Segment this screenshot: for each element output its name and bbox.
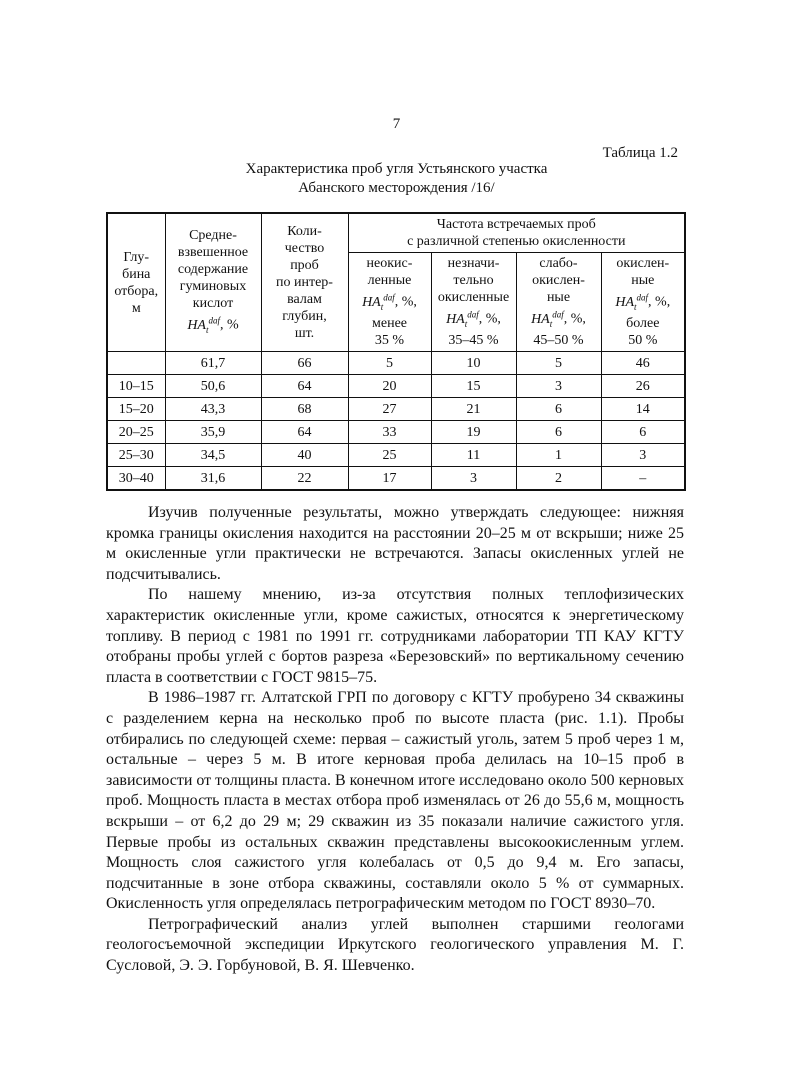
table-cell: 19 — [431, 421, 516, 444]
formula-sub: t — [464, 318, 468, 329]
header-humic-acids — [165, 213, 261, 352]
table-cell: 1 — [516, 444, 601, 467]
table-cell: 66 — [261, 352, 348, 375]
subheader-tail: 35–45 % — [448, 333, 499, 349]
header-count-line: Коли- — [287, 224, 322, 240]
subheader-line: слабо- — [539, 256, 578, 271]
header-humic-line: гуминовых — [179, 279, 247, 294]
formula — [187, 315, 221, 335]
formula-sub: t — [380, 301, 384, 312]
subheader-unit: , %, — [478, 311, 501, 327]
table-cell: 40 — [261, 444, 348, 467]
header-frequency-group — [348, 213, 685, 253]
header-depth-line: бина — [122, 266, 151, 282]
table-cell: 31,6 — [165, 467, 261, 491]
subheader-line: окисленные — [437, 290, 510, 305]
table-cell: 6 — [516, 421, 601, 444]
subheader-tail: более — [626, 316, 660, 332]
page-number: 7 — [392, 116, 401, 132]
formula-sub: t — [549, 318, 553, 329]
table-cell: 2 — [516, 467, 601, 491]
paragraph: Изучив полученные результаты, можно утверждать следующее: нижняя кромка границы окисления находится на расстоянии 20–25 м от вскрыши; ниже 25 м окисленные угли практически не встречаются. Запасы окисленных углей не подсчитывались. — [106, 504, 684, 583]
table-cell: 5 — [348, 352, 431, 375]
table-cell: 21 — [431, 398, 516, 421]
coal-samples-table — [106, 212, 686, 491]
header-humic-line: Средне- — [189, 228, 237, 243]
header-count-line: шт. — [294, 326, 315, 342]
header-sample-count — [261, 213, 348, 352]
formula — [531, 309, 564, 329]
table-cell: 68 — [261, 398, 348, 421]
subheader-line: ленные — [367, 273, 412, 288]
table-row — [107, 467, 685, 491]
formula-sup: daf — [208, 315, 221, 325]
formula-base: HA — [446, 311, 465, 327]
header-depth-line: м — [131, 300, 141, 316]
table-cell: 5 — [516, 352, 601, 375]
table-cell: 43,3 — [165, 398, 261, 421]
table-cell: – — [601, 467, 685, 491]
table-cell: 25 — [348, 444, 431, 467]
formula-sup: daf — [636, 292, 649, 302]
table-cell: 33 — [348, 421, 431, 444]
subheader-line: окислен- — [616, 256, 670, 271]
formula-base: HA — [531, 311, 550, 327]
table-cell: 30–40 — [107, 467, 165, 491]
table-cell: 11 — [431, 444, 516, 467]
paragraph: В 1986–1987 гг. Алтатской ГРП по договору с КГТУ пробурено 34 скважины с разделением керна на несколько проб по высоте пласта (рис. 1.1). Пробы отбирались по следующей схеме: первая – сажистый уголь, затем 5 проб через 1 м, остальные – через 5 м. В итоге керновая проба делилась на 10–15 проб в зависимости от толщины пласта. В конечном итоге исследовано около 500 керновых проб. Мощность пласта в местах отбора проб изменялась от 26 до 55,6 м, мощность вскрыши – от 6,2 до 29 м; 29 скважин из 35 показали наличие сажистого угля. Первые пробы из остальных скважин представлены высокоокисленным углем. Мощность слоя сажистого угля колебалась от 0,5 до 9,4 м. Его запасы, подсчитанные в зоне отбора скважины, составляли около 5 % от суммарных. Окисленность угля определялась петрографическим методом по ГОСТ 8930–70. — [106, 689, 684, 913]
table-cell: 20 — [348, 375, 431, 398]
table-row — [107, 352, 685, 375]
subheader-formula-line — [604, 289, 683, 315]
table-cell: 20–25 — [107, 421, 165, 444]
subheader-line: неокис- — [366, 256, 413, 271]
header-humic-line: взвешенное — [177, 245, 249, 260]
table-caption-line-2: Абанского месторождения /16/ — [298, 180, 495, 196]
subheader-unit: , %, — [394, 294, 417, 310]
subheader-line: незначи- — [447, 256, 500, 271]
subheader-unit: , %, — [648, 294, 671, 310]
header-humic-formula-line — [168, 312, 259, 338]
subheader-line: ные — [546, 290, 571, 305]
paragraph: Петрографический анализ углей выполнен старшими геологами геологосъемочной экспедиции Иркутского геологического управления М. Г. Сусловой, Э. Э. Горбуновой, В. Я. Шевченко. — [106, 915, 684, 975]
body-text — [106, 503, 684, 977]
header-frequency-line: с различной степенью окисленности — [407, 234, 626, 249]
subheader-line: окислен- — [532, 273, 585, 288]
table-cell: 34,5 — [165, 444, 261, 467]
table-cell: 6 — [516, 398, 601, 421]
table-cell: 3 — [516, 375, 601, 398]
table-caption-line-1: Характеристика проб угля Устьянского участка — [245, 161, 548, 177]
table-cell: 14 — [601, 398, 685, 421]
subheader-formula-line — [434, 306, 514, 332]
header-weakly-oxidized — [516, 253, 601, 352]
table-cell — [107, 352, 165, 375]
table-cell: 50,6 — [165, 375, 261, 398]
table-cell: 22 — [261, 467, 348, 491]
header-count-line: чество — [284, 241, 325, 257]
formula — [362, 292, 395, 312]
subheader-line: тельно — [453, 273, 494, 288]
table-cell: 15–20 — [107, 398, 165, 421]
formula-base: HA — [187, 317, 206, 333]
table-cell: 25–30 — [107, 444, 165, 467]
table-row — [107, 444, 685, 467]
subheader-line: ные — [631, 273, 655, 288]
header-oxidized — [601, 253, 685, 352]
header-unoxidized — [348, 253, 431, 352]
header-count-line: глубин, — [282, 309, 327, 325]
subheader-tail: 45–50 % — [533, 333, 584, 349]
table-row — [107, 398, 685, 421]
subheader-tail: менее — [372, 316, 407, 332]
table-cell: 61,7 — [165, 352, 261, 375]
table-cell: 26 — [601, 375, 685, 398]
table-cell: 17 — [348, 467, 431, 491]
header-depth-line: Глу- — [123, 249, 150, 265]
header-count-line: проб — [290, 258, 319, 274]
table-cell: 10 — [431, 352, 516, 375]
formula-base: HA — [362, 294, 381, 310]
table-cell: 64 — [261, 375, 348, 398]
table-cell: 35,9 — [165, 421, 261, 444]
formula-sup: daf — [552, 309, 564, 319]
header-count-line: по интер- — [276, 275, 333, 291]
table-cell: 27 — [348, 398, 431, 421]
formula-base: HA — [615, 294, 634, 310]
header-humic-unit: , % — [220, 317, 239, 333]
table-cell: 3 — [431, 467, 516, 491]
table-row — [107, 421, 685, 444]
header-count-line: валам — [287, 292, 322, 308]
header-depth-line: отбора, — [114, 283, 159, 299]
table-caption — [0, 160, 793, 198]
formula-sup: daf — [467, 309, 479, 319]
formula-sub: t — [634, 301, 637, 312]
table-cell: 6 — [601, 421, 685, 444]
header-humic-line: содержание — [177, 262, 249, 277]
table-cell: 3 — [601, 444, 685, 467]
subheader-tail: 50 % — [628, 333, 658, 349]
header-slightly-oxidized — [431, 253, 516, 352]
subheader-unit: , %, — [563, 311, 586, 327]
formula-sup: daf — [383, 292, 395, 302]
table-cell: 15 — [431, 375, 516, 398]
table-row — [107, 375, 685, 398]
formula — [615, 292, 649, 312]
paragraph: По нашему мнению, из-за отсутствия полных теплофизических характеристик окисленные угли, кроме сажистых, относятся к энергетическому топливу. В период с 1981 по 1991 гг. сотрудниками лаборатории ТП КАУ КГТУ отобраны пробы углей с бортов разреза «Березовский» по вертикальному сечению пласта в соответствии с ГОСТ 9815–75. — [106, 586, 684, 686]
subheader-formula-line — [351, 289, 429, 315]
table-cell: 64 — [261, 421, 348, 444]
formula — [446, 309, 479, 329]
table-cell: 10–15 — [107, 375, 165, 398]
table-cell: 46 — [601, 352, 685, 375]
subheader-formula-line — [519, 306, 599, 332]
formula-sub: t — [205, 324, 209, 335]
header-humic-line: кислот — [192, 296, 234, 311]
header-depth — [107, 213, 165, 352]
table-label: Таблица 1.2 — [602, 145, 678, 161]
subheader-tail: 35 % — [374, 333, 405, 349]
header-frequency-line: Частота встречаемых проб — [436, 217, 596, 232]
